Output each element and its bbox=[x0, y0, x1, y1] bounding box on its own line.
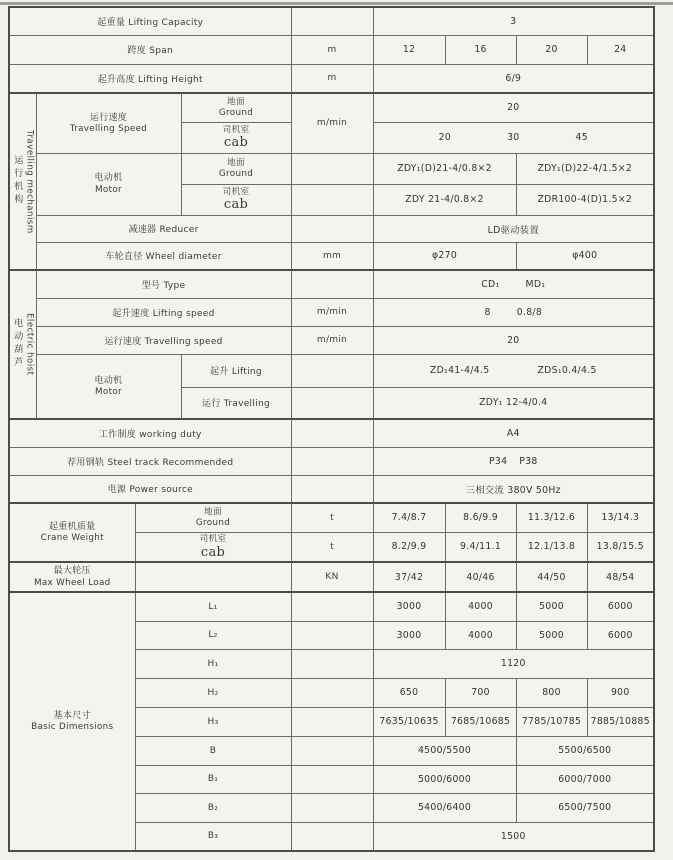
sublabel-en: Ground bbox=[195, 518, 231, 529]
hoist-motor-unit-empty bbox=[291, 354, 373, 387]
hoist-motor-lifting-value: ZDS₁0.4/4.5 bbox=[537, 365, 597, 376]
dim-unit-empty bbox=[291, 822, 373, 851]
travel-motor-label-en: Motor bbox=[95, 184, 122, 195]
steel-track-label: 荐用钢轨 Steel track Recommended bbox=[9, 447, 291, 475]
max-wheel-load-value: 37/42 bbox=[373, 562, 445, 592]
lifting-capacity-value: 3 bbox=[373, 7, 654, 35]
max-wheel-load-unit: KN bbox=[291, 562, 373, 592]
travel-motor-cab-sublabel bbox=[181, 184, 291, 215]
sublabel-zh: 司机室 bbox=[199, 534, 227, 545]
dim-unit-empty bbox=[291, 793, 373, 822]
dim-value: 1120 bbox=[373, 649, 654, 678]
dim-unit-empty bbox=[291, 736, 373, 765]
dim-unit-empty bbox=[291, 765, 373, 793]
hoist-motor-lifting-sublabel: 起升 Lifting bbox=[181, 354, 291, 387]
dim-name: H₁ bbox=[135, 649, 291, 678]
span-unit: m bbox=[291, 35, 373, 64]
reducer-value: LD驱动装置 bbox=[373, 215, 654, 242]
cab-speed-value: 30 bbox=[507, 132, 520, 143]
sublabel-zh: 司机室 bbox=[222, 125, 250, 136]
sublabel-zh: 司机室 bbox=[222, 187, 250, 198]
scan-edge-artifact bbox=[0, 2, 673, 5]
dim-unit-empty bbox=[291, 621, 373, 649]
dim-value: 7785/10785 bbox=[516, 707, 587, 736]
max-wheel-load-label-zh: 最大轮压 bbox=[53, 566, 91, 577]
group-zh: 电动葫芦 bbox=[12, 318, 23, 371]
row-steel-track bbox=[9, 447, 654, 475]
dim-name: L₁ bbox=[135, 592, 291, 621]
power-source-unit-empty bbox=[291, 475, 373, 503]
power-source-label: 电源 Power source bbox=[9, 475, 291, 503]
wheel-diameter-value: φ270 bbox=[373, 242, 516, 270]
reducer-unit-empty bbox=[291, 215, 373, 242]
hoist-motor-travelling-value: ZDY₁ 12-4/0.4 bbox=[373, 387, 654, 419]
lifting-height-label: 起升高度 Lifting Height bbox=[9, 64, 291, 93]
hoist-travelling-speed-unit: m/min bbox=[291, 326, 373, 354]
crane-weight-label-zh: 起重机质量 bbox=[48, 521, 96, 532]
hoist-type-values bbox=[373, 270, 654, 298]
group-en: Travelling mechanism bbox=[24, 129, 35, 234]
hoist-motor-lifting-value: ZD₁41-4/4.5 bbox=[429, 365, 490, 376]
travelling-speed-label-zh: 运行速度 bbox=[89, 112, 128, 123]
row-power-source bbox=[9, 475, 654, 503]
steel-track-unit-empty bbox=[291, 447, 373, 475]
row-travelling-speed-ground bbox=[9, 93, 654, 122]
crane-weight-cab-value: 9.4/11.1 bbox=[445, 532, 516, 562]
hoist-motor-lifting-pair bbox=[376, 365, 652, 376]
crane-weight-cab-value: 12.1/13.8 bbox=[516, 532, 587, 562]
travel-motor-label bbox=[36, 153, 181, 215]
travelling-speed-ground-value: 20 bbox=[373, 93, 654, 122]
sublabel-en: Ground bbox=[218, 169, 254, 180]
dim-value: 6000 bbox=[587, 621, 654, 649]
travel-motor-unit-empty bbox=[291, 153, 373, 184]
row-wheel-diameter bbox=[9, 242, 654, 270]
working-duty-unit-empty bbox=[291, 419, 373, 447]
travel-motor-ground-value: ZDY₁(D)21-4/0.8×2 bbox=[373, 153, 516, 184]
dim-unit-empty bbox=[291, 592, 373, 621]
hoist-lifting-speed-unit: m/min bbox=[291, 298, 373, 326]
steel-track-pair bbox=[376, 456, 652, 467]
basic-dimensions-label-en: Basic Dimensions bbox=[31, 722, 114, 733]
crane-weight-unit: t bbox=[291, 503, 373, 532]
crane-weight-ground-value: 11.3/12.6 bbox=[516, 503, 587, 532]
dim-unit-empty bbox=[291, 707, 373, 736]
sublabel-en: cab bbox=[223, 135, 249, 151]
group-en: Electric hoist bbox=[24, 313, 35, 376]
crane-weight-ground-sublabel bbox=[135, 503, 291, 532]
sublabel-en: cab bbox=[200, 544, 226, 560]
hoist-lifting-speed-values bbox=[373, 298, 654, 326]
steel-track-values bbox=[373, 447, 654, 475]
crane-spec-table bbox=[8, 6, 655, 852]
row-hoist-travelling-speed bbox=[9, 326, 654, 354]
sublabel-zh: 地面 bbox=[227, 157, 245, 168]
row-travel-motor-ground bbox=[9, 153, 654, 184]
dim-name: B₁ bbox=[135, 765, 291, 793]
dim-value: 5000 bbox=[516, 621, 587, 649]
hoist-motor-label-en: Motor bbox=[95, 386, 122, 397]
crane-weight-cab-value: 13.8/15.5 bbox=[587, 532, 654, 562]
travelling-speed-label bbox=[36, 93, 181, 153]
travelling-speed-unit: m/min bbox=[291, 93, 373, 153]
travel-motor-label-zh: 电动机 bbox=[94, 173, 123, 184]
basic-dimensions-label-zh: 基本尺寸 bbox=[53, 710, 91, 721]
travel-motor-unit-empty bbox=[291, 184, 373, 215]
wheel-diameter-unit: mm bbox=[291, 242, 373, 270]
dim-value: 5400/6400 bbox=[373, 793, 516, 822]
dim-value: 7635/10635 bbox=[373, 707, 445, 736]
dim-name: B bbox=[135, 736, 291, 765]
crane-weight-cab-value: 8.2/9.9 bbox=[373, 532, 445, 562]
crane-weight-label-en: Crane Weight bbox=[40, 533, 104, 544]
dim-name: B₂ bbox=[135, 793, 291, 822]
cab-speed-value: 20 bbox=[438, 132, 452, 143]
max-wheel-load-value: 48/54 bbox=[587, 562, 654, 592]
crane-weight-ground-value: 8.6/9.9 bbox=[445, 503, 516, 532]
span-value: 24 bbox=[587, 35, 654, 64]
travelling-speed-ground-sublabel bbox=[181, 93, 291, 122]
span-value: 12 bbox=[373, 35, 445, 64]
dim-value: 700 bbox=[445, 678, 516, 707]
lifting-height-unit: m bbox=[291, 64, 373, 93]
hoist-lifting-speed-value: 0.8/8 bbox=[516, 306, 543, 318]
hoist-type-value: MD₁ bbox=[525, 278, 546, 290]
row-lifting-height bbox=[9, 64, 654, 93]
max-wheel-load-value: 40/46 bbox=[445, 562, 516, 592]
wheel-diameter-label: 车轮直径 Wheel diameter bbox=[36, 242, 291, 270]
dim-value: 900 bbox=[587, 678, 654, 707]
basic-dimensions-label bbox=[9, 592, 135, 851]
dim-value: 5500/6500 bbox=[516, 736, 654, 765]
travel-motor-cab-value: ZDR100-4(D)1.5×2 bbox=[516, 184, 654, 215]
dim-value: 4000 bbox=[445, 592, 516, 621]
crane-weight-ground-value: 7.4/8.7 bbox=[373, 503, 445, 532]
hoist-lifting-speed-value: 8 bbox=[484, 306, 491, 318]
span-label: 跨度 Span bbox=[9, 35, 291, 64]
row-span bbox=[9, 35, 654, 64]
group-electric-hoist-text bbox=[11, 313, 34, 376]
travel-motor-cab-value: ZDY 21-4/0.8×2 bbox=[373, 184, 516, 215]
dim-value: 6000 bbox=[587, 592, 654, 621]
travelling-speed-cab-values bbox=[373, 122, 654, 153]
dim-value: 5000/6000 bbox=[373, 765, 516, 793]
power-source-value: 三相交流 380V 50Hz bbox=[373, 475, 654, 503]
dim-value: 5000 bbox=[516, 592, 587, 621]
travelling-speed-cab-sublabel bbox=[181, 122, 291, 153]
sublabel-zh: 地面 bbox=[204, 507, 222, 518]
dim-name: L₂ bbox=[135, 621, 291, 649]
steel-track-value: P38 bbox=[519, 455, 538, 467]
lifting-height-value: 6/9 bbox=[373, 64, 654, 93]
dim-value: 7685/10685 bbox=[445, 707, 516, 736]
hoist-travelling-speed-value: 20 bbox=[373, 326, 654, 354]
hoist-motor-travelling-sublabel: 运行 Travelling bbox=[181, 387, 291, 419]
travelling-speed-label-en: Travelling Speed bbox=[69, 123, 148, 134]
hoist-motor-label bbox=[36, 354, 181, 419]
dim-value: 6000/7000 bbox=[516, 765, 654, 793]
dim-value: 3000 bbox=[373, 592, 445, 621]
row-hoist-type bbox=[9, 270, 654, 298]
lifting-capacity-label: 起重量 Lifting Capacity bbox=[9, 7, 291, 35]
hoist-motor-label-zh: 电动机 bbox=[94, 375, 123, 386]
hoist-type-label: 型号 Type bbox=[36, 270, 291, 298]
hoist-lifting-speed-pair bbox=[376, 307, 652, 318]
dim-unit-empty bbox=[291, 678, 373, 707]
crane-weight-unit: t bbox=[291, 532, 373, 562]
crane-weight-cab-sublabel bbox=[135, 532, 291, 562]
row-max-wheel-load bbox=[9, 562, 654, 592]
crane-weight-ground-value: 13/14.3 bbox=[587, 503, 654, 532]
dim-value: 6500/7500 bbox=[516, 793, 654, 822]
dim-value: 4500/5500 bbox=[373, 736, 516, 765]
group-travelling-mechanism-text bbox=[11, 130, 34, 234]
travel-motor-ground-value: ZDY₁(D)22-4/1.5×2 bbox=[516, 153, 654, 184]
row-lifting-capacity bbox=[9, 7, 654, 35]
group-travelling-mechanism bbox=[9, 93, 36, 270]
row-hoist-lifting-speed bbox=[9, 298, 654, 326]
cab-speed-value: 45 bbox=[575, 132, 588, 143]
max-wheel-load-value: 44/50 bbox=[516, 562, 587, 592]
dim-value: 7885/10885 bbox=[587, 707, 654, 736]
steel-track-value: P34 bbox=[488, 455, 508, 467]
sublabel-en: cab bbox=[223, 197, 249, 213]
crane-weight-label bbox=[9, 503, 135, 562]
row-crane-weight-ground bbox=[9, 503, 654, 532]
dim-name: H₃ bbox=[135, 707, 291, 736]
working-duty-label: 工作制度 working duty bbox=[9, 419, 291, 447]
sublabel-zh: 地面 bbox=[227, 97, 245, 108]
travel-motor-ground-sublabel bbox=[181, 153, 291, 184]
sublabel-en: Ground bbox=[218, 108, 254, 119]
hoist-type-value: CD₁ bbox=[481, 278, 500, 290]
span-value: 16 bbox=[445, 35, 516, 64]
span-value: 20 bbox=[516, 35, 587, 64]
dim-name: B₃ bbox=[135, 822, 291, 851]
hoist-motor-lifting-values bbox=[373, 354, 654, 387]
group-electric-hoist bbox=[9, 270, 36, 419]
group-zh: 运行机构 bbox=[12, 155, 23, 208]
hoist-motor-unit-empty bbox=[291, 387, 373, 419]
hoist-type-unit-empty bbox=[291, 270, 373, 298]
hoist-lifting-speed-label: 起升速度 Lifting speed bbox=[36, 298, 291, 326]
row-reducer bbox=[9, 215, 654, 242]
dim-value: 1500 bbox=[373, 822, 654, 851]
wheel-diameter-value: φ400 bbox=[516, 242, 654, 270]
dim-value: 4000 bbox=[445, 621, 516, 649]
dim-name: H₂ bbox=[135, 678, 291, 707]
row-working-duty bbox=[9, 419, 654, 447]
hoist-travelling-speed-label: 运行速度 Travelling speed bbox=[36, 326, 291, 354]
dim-value: 3000 bbox=[373, 621, 445, 649]
hoist-type-pair bbox=[376, 279, 652, 290]
lifting-capacity-unit-empty bbox=[291, 7, 373, 35]
cab-speed-values bbox=[376, 132, 652, 143]
max-wheel-load-label-en: Max Wheel Load bbox=[33, 577, 111, 588]
dim-value: 650 bbox=[373, 678, 445, 707]
reducer-label: 减速器 Reducer bbox=[36, 215, 291, 242]
row-hoist-motor-lifting bbox=[9, 354, 654, 387]
max-wheel-load-label bbox=[9, 562, 135, 592]
max-wheel-load-sublabel-empty bbox=[135, 562, 291, 592]
dim-value: 800 bbox=[516, 678, 587, 707]
dim-unit-empty bbox=[291, 649, 373, 678]
row-dim-L1 bbox=[9, 592, 654, 621]
working-duty-value: A4 bbox=[373, 419, 654, 447]
